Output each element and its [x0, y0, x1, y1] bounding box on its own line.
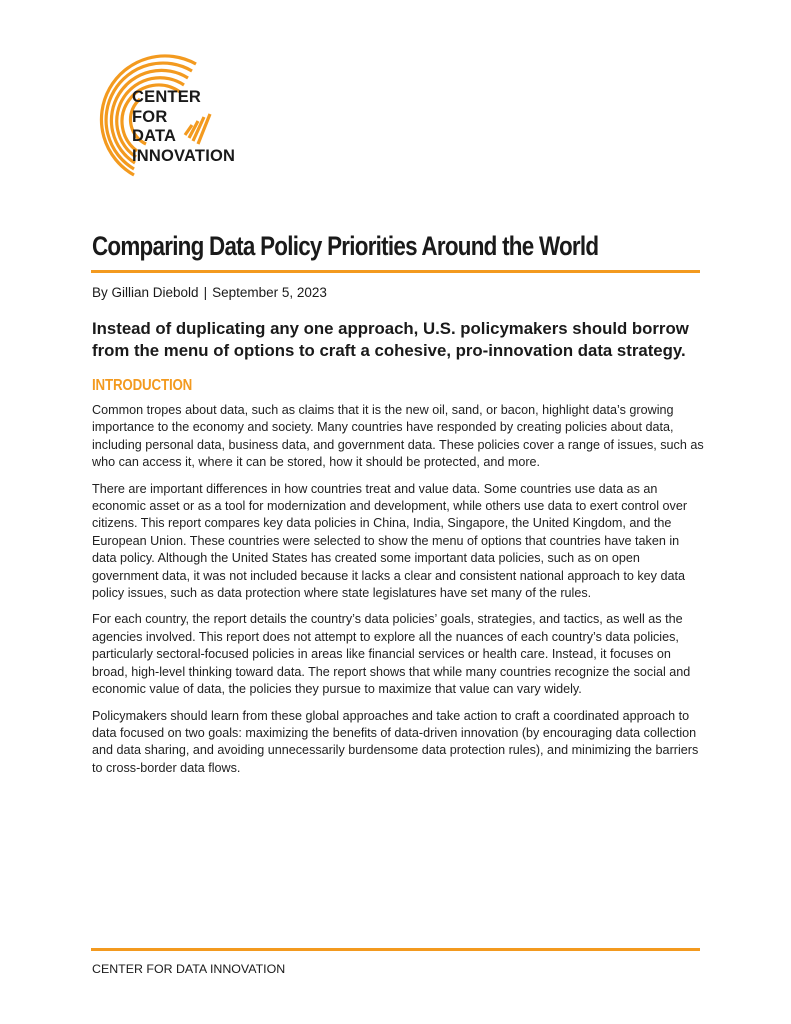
body-paragraph: Common tropes about data, such as claims that it is the new oil, sand, or bacon, highlight data’s growing importance to the economy and society. Many countries have responded by creating policies about data, including personal data, business data, and government data. These policies cover a range of issues, such as who can access it, where it can be stored, how it should be protected, and more. [92, 403, 704, 470]
logo-line: INNOVATION [132, 146, 236, 165]
byline-separator: | [203, 285, 208, 300]
logo-line: FOR [132, 107, 168, 126]
lede-summary: Instead of duplicating any one approach, U.S. policymakers should borrow from the menu of options to craft a cohesive, pro-innovation data strategy. [92, 319, 689, 360]
body-paragraph: For each country, the report details the country’s data policies’ goals, strategies, and tactics, as well as the agencies involved. This report does not attempt to explore all the nuances of each country’s data policies, particularly sectoral-focused policies in areas like financial services or health care. Instead, it focuses on broad, high-level thinking toward data. The report shows that while many countries recognize the social and economic value of data, the policies they pursue to maximize that value can vary widely. [92, 612, 691, 697]
logo-line: DATA [132, 127, 177, 145]
organization-logo [88, 44, 268, 184]
logo-line: CENTER [132, 88, 202, 106]
publication-date: September 5, 2023 [212, 285, 327, 300]
footer-divider [91, 948, 700, 951]
title-divider [91, 270, 700, 273]
byline [92, 284, 327, 302]
body-paragraph: There are important differences in how countries treat and value data. Some countries use data as an economic asset or as a tool for modernization and development, while others use data to exert control over citizens. This report compares key data policies in China, India, Singapore, the United Kingdom, and the European Union. These countries were selected to show the menu of options that countries have taken in data policy. Although the United States has created some important data policies, such as on open government data, it was not included because it lacks a clear and consistent national approach to key data policy issues, such as data protection where state legislatures have set many of the rules. [92, 481, 688, 601]
author: By Gillian Diebold [92, 285, 199, 300]
page-footer: CENTER FOR DATA INNOVATION [92, 962, 286, 976]
report-title: Comparing Data Policy Priorities Around the World [92, 231, 599, 261]
body-paragraph: Policymakers should learn from these global approaches and take action to craft a coordinated approach to data focused on two goals: maximizing the benefits of data-driven innovation (by encouraging data collection and data sharing, and avoiding unnecessarily burdensome data protection rules), and minimizing the barriers to cross-border data flows. [92, 708, 699, 775]
section-heading: INTRODUCTION [92, 377, 193, 394]
introduction-body [92, 402, 704, 786]
logo-wordmark [132, 88, 235, 166]
